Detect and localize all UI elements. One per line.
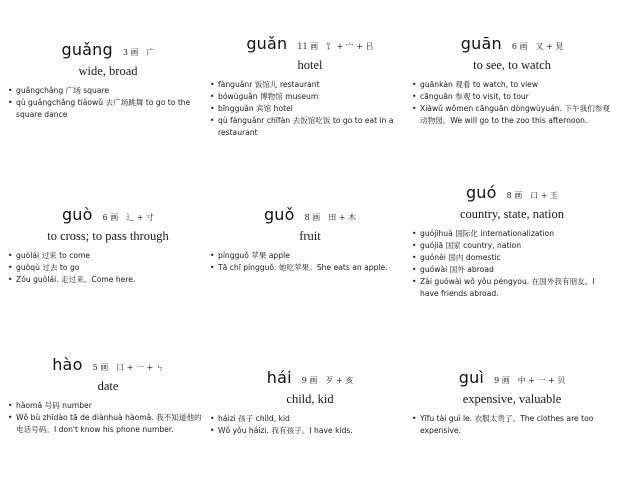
pinyin: guǎn	[246, 34, 288, 53]
example-item: • cānguān 参观 to visit, to tour	[412, 91, 612, 103]
character-card-gui	[412, 368, 612, 437]
example-list	[412, 79, 612, 127]
card-header	[412, 183, 612, 205]
meaning: country, state, nation	[459, 207, 565, 221]
example-item: • píngguǒ 苹果 apple	[210, 250, 410, 262]
example-item: • qù guǎngchǎng tiàowǔ 去广场跳舞 to go to the square dance	[8, 97, 208, 121]
pinyin: hái	[266, 368, 292, 387]
character-card-hao	[8, 355, 208, 436]
stroke-info: 9 画 中 + 一 + 贝	[494, 376, 566, 385]
stroke-info: 6 画 辶 + 寸	[102, 213, 155, 222]
example-item: • guānkàn 观看 to watch, to view	[412, 79, 612, 91]
pinyin: guǎng	[61, 40, 113, 59]
example-item: • fànguǎnr 饭馆儿 restaurant	[210, 79, 410, 91]
example-item: • qù fànguǎnr chīfàn 去饭馆吃饭 to go to eat in a restaurant	[210, 115, 410, 139]
pinyin: guò	[61, 205, 93, 224]
example-item: • guówài 国外 abroad	[412, 264, 612, 276]
character-card-guan-watch	[412, 34, 612, 127]
example-item: • Wǒ yǒu háizi. 我有孩子。I have kids.	[210, 425, 410, 437]
meaning: fruit	[299, 229, 321, 243]
meaning: expensive, valuable	[462, 392, 562, 406]
meaning: to see, to watch	[473, 58, 551, 72]
card-header	[210, 205, 410, 227]
example-item: • Xiàwǔ wǒmen cānguān dòngwùyuán. 下午我们参观动物园。We will go to the zoo this afternoon.	[412, 103, 612, 127]
stroke-info: 3 画 广	[122, 48, 155, 57]
stroke-info: 6 画 又 + 見	[511, 42, 564, 51]
pinyin: hào	[52, 355, 83, 374]
stroke-info: 9 画 歹 + 亥	[301, 376, 354, 385]
character-card-guo-country	[412, 183, 612, 300]
example-list	[412, 228, 612, 300]
example-item: • guójiā 国家 country, nation	[412, 240, 612, 252]
example-list	[8, 85, 208, 121]
character-card-guo-cross	[8, 205, 208, 286]
example-item: • Wǒ bù zhīdào tā de diànhuà hàomǎ. 我不知道他的电话号码。I don't know his phone number.	[8, 412, 208, 436]
character-card-hai	[210, 368, 410, 437]
example-list	[412, 413, 612, 437]
example-list	[210, 250, 410, 274]
pinyin: guó	[465, 183, 497, 202]
stroke-info: 11 画 饣 + 宀 + 㠯	[297, 42, 374, 51]
stroke-info: 8 画 口 + 玉	[506, 191, 559, 200]
stroke-info: 8 画 田 + 木	[304, 213, 357, 222]
card-header	[8, 205, 208, 227]
example-item: • háizi 孩子 child, kid	[210, 413, 410, 425]
meaning: hotel	[297, 58, 323, 72]
example-item: • Yīfu tài guì le. 衣服太贵了。The clothes are too expensive.	[412, 413, 612, 437]
pinyin: guān	[460, 34, 502, 53]
pinyin: guǒ	[263, 205, 295, 224]
character-card-guo-fruit	[210, 205, 410, 274]
meaning: to cross; to pass through	[47, 229, 169, 243]
card-header	[8, 40, 208, 62]
example-item: • guǎngchǎng 广场 square	[8, 85, 208, 97]
card-header	[412, 368, 612, 390]
example-item: • Zài guówài wǒ yǒu péngyou. 在国外我有朋友。I have friends abroad.	[412, 276, 612, 300]
example-item: • guónèi 国内 domestic	[412, 252, 612, 264]
example-item: • hàomǎ 号码 number	[8, 400, 208, 412]
meaning: wide, broad	[78, 64, 138, 78]
card-header	[210, 368, 410, 390]
meaning: child, kid	[286, 392, 334, 406]
card-header	[210, 34, 410, 56]
stroke-info: 5 画 口 + 一 + ㄣ	[92, 363, 164, 372]
card-header	[412, 34, 612, 56]
example-list	[8, 250, 208, 286]
example-list	[210, 413, 410, 437]
example-item: • guójìhuà 国际化 internationalization	[412, 228, 612, 240]
card-header	[8, 355, 208, 377]
example-item: • guòqù 过去 to go	[8, 262, 208, 274]
example-item: • bówùguǎn 博物馆 museum	[210, 91, 410, 103]
example-item: • guòlái 过来 to come	[8, 250, 208, 262]
example-list	[8, 400, 208, 436]
character-card-guang	[8, 40, 208, 121]
meaning: date	[97, 379, 119, 393]
character-card-guan-hotel	[210, 34, 410, 139]
example-item: • bīngguǎn 宾馆 hotel	[210, 103, 410, 115]
pinyin: guì	[458, 368, 485, 387]
example-list	[210, 79, 410, 139]
example-item: • Tā chī píngguǒ. 她吃苹果。She eats an apple.	[210, 262, 410, 274]
example-item: • Zǒu guòlái. 走过来。Come here.	[8, 274, 208, 286]
